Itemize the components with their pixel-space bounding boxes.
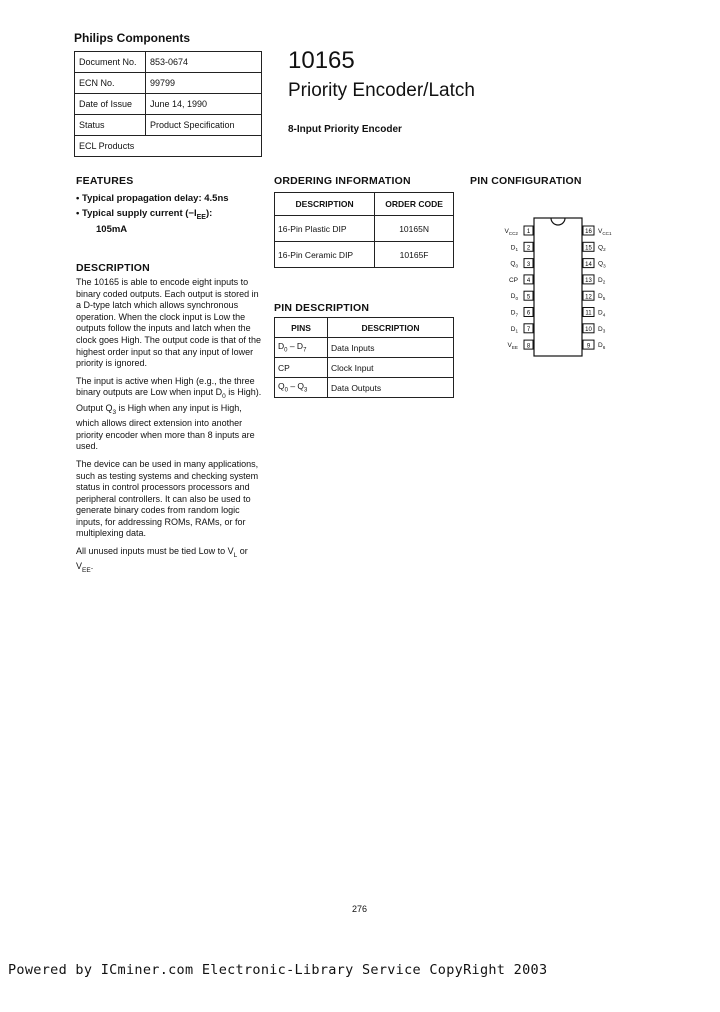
table-row	[275, 338, 454, 358]
pin-name: $D_1$	[510, 325, 518, 334]
table-cell: Data Outputs	[328, 378, 454, 398]
table-cell: $Q_0 - Q_3$	[275, 378, 328, 398]
pin-number: 4	[526, 278, 531, 285]
column-header: PINS	[275, 318, 328, 338]
pin-name: $Q_2$	[598, 244, 606, 253]
paragraph: All unused inputs must be tied Low to $V_L$ or $V_{EE}$.	[76, 546, 248, 575]
list-item: • Typical propagation delay: 4.5ns	[76, 193, 229, 204]
table-cell: 10165N	[375, 216, 454, 242]
dip-package-diagram	[488, 212, 648, 360]
pin-name: $V_{CC2}$	[504, 228, 518, 236]
features-heading: FEATURES	[76, 175, 134, 187]
info-value: June 14, 1990	[146, 94, 262, 115]
ordering-heading: ORDERING INFORMATION	[274, 175, 411, 187]
pin-name: $D_6$	[598, 342, 606, 350]
pin-number: 10	[585, 327, 592, 333]
pin-number: 5	[526, 294, 531, 301]
table-cell: 16-Pin Plastic DIP	[275, 216, 375, 242]
table-cell: Data Inputs	[328, 338, 454, 358]
table-header-row	[275, 193, 454, 216]
pin-name: $D_5$	[598, 293, 606, 301]
table-cell: $D_0 - D_7$	[275, 338, 328, 358]
table-row	[275, 242, 454, 268]
column-header: DESCRIPTION	[328, 318, 454, 338]
column-header: DESCRIPTION	[275, 193, 375, 216]
page-number: 276	[352, 904, 368, 914]
table-row	[75, 115, 262, 136]
pin-configuration-heading: PIN CONFIGURATION	[470, 175, 582, 187]
table-row	[75, 73, 262, 94]
info-key: Date of Issue	[75, 94, 146, 115]
pin-number: 8	[526, 343, 531, 350]
paragraph: The input is active when High (e.g., the three binary outputs are Low when input $D_0$ is High). Output $Q_3$ is High when any input is High, which allows direct extension into another priority encoder when more than 8 inputs are used.	[76, 375, 262, 452]
left-pins	[504, 226, 533, 350]
table-row	[75, 94, 262, 115]
list-item: • Typical supply current $(-I_{EE})$: 105mA	[76, 208, 213, 235]
info-value: Product Specification	[146, 115, 262, 136]
pin-name: $D_7$	[510, 309, 518, 318]
pin-number: 3	[526, 261, 531, 268]
info-key: ECN No.	[75, 73, 146, 94]
pin-name: $D_3$	[598, 325, 606, 334]
table-row	[275, 378, 454, 398]
info-value: 99799	[146, 73, 262, 94]
info-value: 853-0674	[146, 52, 262, 73]
pin-name: CP	[508, 276, 518, 284]
pin-number: 7	[526, 327, 531, 333]
pin-name: $D_4$	[598, 309, 606, 318]
paragraph: The 10165 is able to encode eight inputs to binary coded outputs. Each output is stored in a D-type latch which allows synchronous operation. When the clock input is Low the outputs follow the inputs and latch when the clock goes High. The output code is that of the highest order input so that any input of lower priority is ignored.	[76, 277, 261, 369]
pin-name: $D_2$	[598, 276, 606, 285]
pin-name: $V_{CC1}$	[598, 228, 612, 236]
document-info-table	[74, 51, 262, 157]
info-key: Status	[75, 115, 146, 136]
pin-description-heading: PIN DESCRIPTION	[274, 302, 370, 314]
table-row	[275, 216, 454, 242]
pin-number: 11	[585, 310, 592, 317]
description-heading: DESCRIPTION	[76, 262, 150, 274]
features-list	[76, 193, 261, 239]
ordering-table	[274, 192, 454, 268]
table-row	[75, 52, 262, 73]
table-cell: 16-Pin Ceramic DIP	[275, 242, 375, 268]
pin-name: $Q_0$	[510, 260, 518, 269]
pin-number: 14	[585, 261, 592, 268]
pin-name: $D_1$	[510, 244, 518, 253]
pin-number: 13	[585, 278, 592, 285]
description-body	[76, 277, 264, 583]
pin-number: 2	[526, 245, 531, 252]
info-key: Document No.	[75, 52, 146, 73]
pin-description-table	[274, 317, 454, 398]
pin-name: $Q_3$	[598, 260, 606, 269]
ic-body	[534, 218, 582, 356]
company-name: Philips Components	[74, 31, 191, 45]
footer-credit: Powered by ICminer.com Electronic-Library Service CopyRight 2003	[8, 962, 548, 978]
table-header-row	[275, 318, 454, 338]
table-row	[75, 136, 262, 157]
table-row	[275, 358, 454, 378]
page-title: Priority Encoder/Latch	[288, 80, 475, 101]
pin-number: 15	[585, 245, 592, 252]
pin-number: 12	[585, 294, 592, 301]
table-cell: CP	[275, 358, 328, 378]
column-header: ORDER CODE	[375, 193, 454, 216]
page-subtitle: 8-Input Priority Encoder	[288, 124, 402, 135]
pin-name: $D_0$	[510, 293, 518, 301]
table-cell: Clock Input	[328, 358, 454, 378]
product-line: ECL Products	[75, 136, 262, 157]
pin1-notch	[551, 218, 565, 225]
paragraph: The device can be used in many applications, such as testing systems and checking system status in control processors processors and peripheral controllers. It can also be used to generate binary codes from random logic inputs, for addressing ROMs, RAMs, or for multiplexing data.	[76, 458, 259, 539]
pin-number: 16	[585, 229, 592, 236]
table-cell: 10165F	[375, 242, 454, 268]
pin-name: $V_{EE}$	[507, 342, 518, 350]
pin-number: 9	[586, 343, 591, 350]
pin-number: 6	[526, 310, 531, 317]
part-number: 10165	[288, 47, 355, 74]
right-pins	[583, 226, 612, 350]
pin-number: 1	[526, 229, 531, 236]
